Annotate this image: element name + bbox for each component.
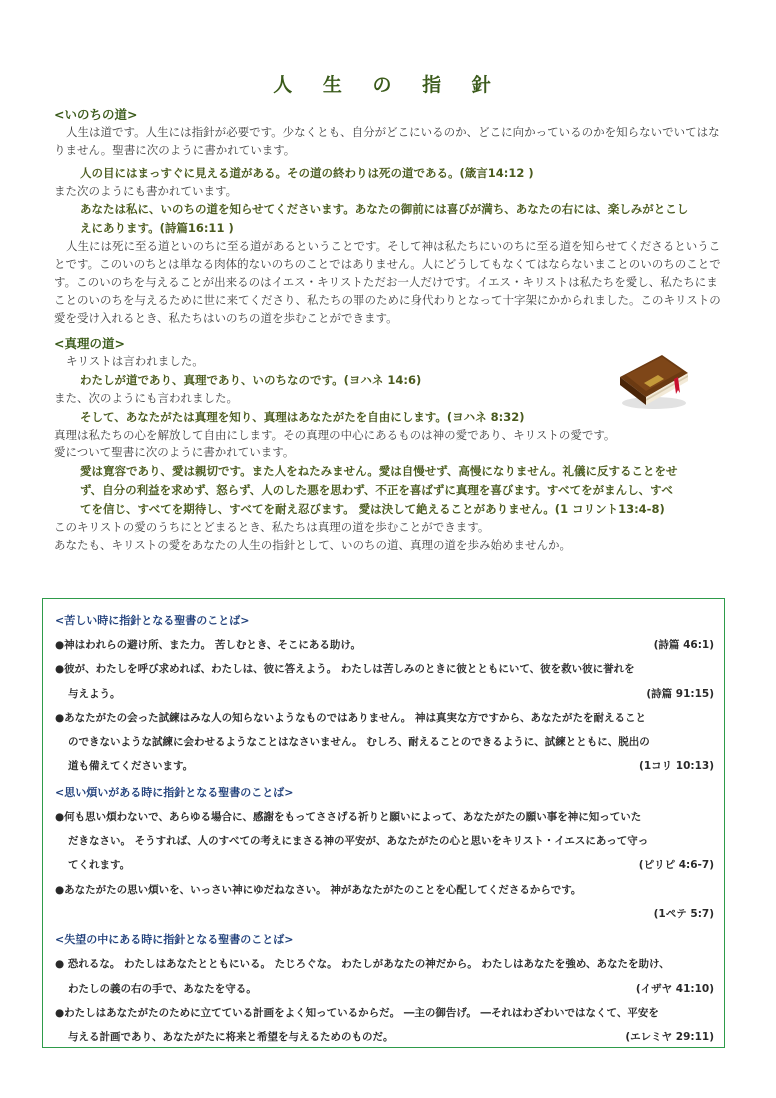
scripture-reference: (ピリピ 4:6-7) [638, 859, 714, 872]
truth-closing-2: あなたも、キリストの愛をあなたの人生の指針として、いのちの道、真理の道を歩み始めませんか。 [54, 537, 572, 552]
truth-verse-3c: てを信じ、すべてを期待し、すべてを耐え忍びます。 愛は決して絶えることがありません。(1 コリント13:4-8) [80, 502, 665, 517]
scripture-reference: (1コリ 10:13) [639, 760, 714, 773]
box-item: ●あなたがたの思い煩いを、いっさい神にゆだねなさい。 神があなたがたのことを心配してくださるからです。 [55, 883, 582, 896]
box-item-continued: 与える計画であり、あなたがたに将来と希望を与えるためのものだ。 (エレミヤ 29:11) [55, 1025, 714, 1049]
box-item: ●わたしはあなたがたのために立てている計画をよく知っているからだ。 ―主の御告げ。 ―それはわざわいではなくて、平安を [55, 1006, 659, 1019]
box-item-continued: 道も備えてくださいます。 (1コリ 10:13) [55, 754, 714, 778]
scripture-reference: (1ペテ 5:7) [653, 907, 714, 920]
box-item-continued: てくれます。 (ピリピ 4:6-7) [55, 853, 714, 877]
life-also: また次のようにも書かれています。 [54, 183, 238, 198]
box-item: ●何も思い煩わないで、あらゆる場合に、感謝をもってささげる祈りと願いによって、あなたがたの願い事を神に知っていた [55, 810, 642, 823]
truth-body-1: 真理は私たちの心を解放して自由にします。その真理の中心にあるものは神の愛であり、キリストの愛です。 [54, 427, 616, 442]
box-item-continued: だきなさい。 そうすれば、人のすべての考えにまさる神の平安が、あなたがたの心と思いをキリスト・イエスにあって守っ [68, 835, 649, 848]
box-item-continued: 与えよう。 (詩篇 91:15) [55, 682, 714, 706]
box-item: ●あなたがたの会った試練はみな人の知らないようなものではありません。 神は真実な方ですから、あなたがたを耐えること [55, 711, 646, 724]
life-verse-2a: あなたは私に、いのちの道を知らせてくださいます。あなたの御前には喜びが満ち、あなたの右には、楽しみがとこし [80, 202, 689, 217]
box-heading-despair: <失望の中にある時に指針となる聖書のことば> [55, 933, 294, 947]
life-verse-2b: えにあります。(詩篇16:11 ) [80, 221, 234, 236]
life-body: 人生には死に至る道といのちに至る道があるということです。そして神は私たちにいのちに至る道を知らせてくださるということです。このいのちとは単なる肉体的ないのちのことではありません。人にどうしてもなくてはならないまことのいのちのことです。このいのちを与えることが出来るのはイエス・キリストただお一人だけです。イエス・キリストは私たちを愛し、私たちにまことのいのちを与えるために世に来てくださり、私たちの罪のために身代わりとなって十字架にかかられました。このキリストの愛を受け入れるとき、私たちはいのちの道を歩むことができます。 [54, 239, 721, 325]
life-section [54, 106, 724, 327]
truth-heading: <真理の道> [54, 336, 125, 351]
scripture-reference: (詩篇 46:1) [653, 639, 714, 651]
life-heading: <いのちの道> [54, 107, 138, 122]
scripture-box [42, 598, 725, 1048]
life-verse-1: 人の目にはまっすぐに見える道がある。その道の終わりは死の道である。(箴言14:12 ) [80, 165, 534, 180]
box-heading-hardship: <苦しい時に指針となる聖書のことば> [55, 614, 250, 627]
truth-body-2: 愛について聖書に次のように書かれています。 [54, 445, 295, 460]
scripture-reference: (エレミヤ 29:11) [625, 1031, 714, 1044]
box-item: ● 恐れるな。 わたしはあなたとともにいる。 たじろぐな。 わたしがあなたの神だから。 わたしはあなたを強め、あなたを助け、 [55, 958, 670, 971]
box-item-continued: わたしの義の右の手で、あなたを守る。 (イザヤ 41:10) [55, 977, 714, 1001]
scripture-reference: (詩篇 91:15) [646, 687, 714, 700]
truth-also: また、次のようにも言われました。 [54, 390, 238, 405]
truth-verse-3b: ず、自分の利益を求めず、怒らず、人のした悪を思わず、不正を喜ばずに真理を喜びます。すべてをがまんし、すべ [80, 483, 673, 498]
truth-verse-1: わたしが道であり、真理であり、いのちなのです。(ヨハネ 14:6) [80, 372, 422, 387]
truth-verse-2: そして、あなたがたは真理を知り、真理はあなたがたを自由にします。(ヨハネ 8:32) [80, 409, 525, 424]
scripture-reference: (イザヤ 41:10) [635, 982, 714, 995]
box-item: ●彼が、わたしを呼び求めれば、わたしは、彼に答えよう。 わたしは苦しみのときに彼とともにいて、彼を救い彼に誉れを [55, 663, 635, 676]
truth-closing-1: このキリストの愛のうちにとどまるとき、私たちは真理の道を歩むことができます。 [54, 520, 490, 535]
truth-intro: キリストは言われました。 [66, 354, 204, 368]
life-intro: 人生は道です。人生には指針が必要です。少なくとも、自分がどこにいるのか、どこに向かっているのかを知らないでいてはなりません。聖書に次のように書かれています。 [54, 125, 720, 157]
bible-book-icon [612, 335, 692, 415]
page-title: 人 生 の 指 針 [273, 74, 503, 96]
box-heading-anxiety: <思い煩いがある時に指針となる聖書のことば> [55, 785, 294, 799]
box-item: ●神はわれらの避け所、また力。 苦しむとき、そこにある助け。 (詩篇 46:1) [55, 633, 714, 657]
truth-verse-3a: 愛は寛容であり、愛は親切です。また人をねたみません。愛は自慢せず、高慢になりません。礼儀に反することをせ [80, 464, 678, 479]
box-item-continued: のできないような試練に会わせるようなことはなさいません。 むしろ、耐えることのできるように、試練とともに、脱出の [68, 736, 650, 749]
